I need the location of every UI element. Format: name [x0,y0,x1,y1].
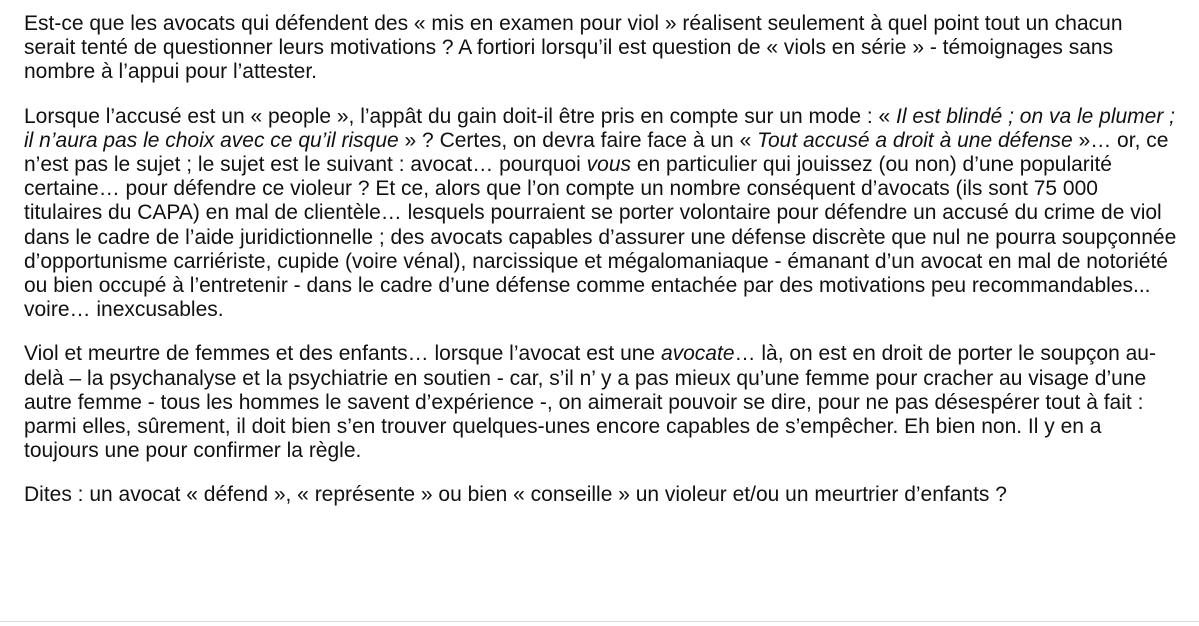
paragraph-4-text: Dites : un avocat « défend », « représente » ou bien « conseille » un violeur et/ou un meurtrier d’enfants ? [24,483,1007,507]
paragraph-3-italic-1: avocate [660,342,735,366]
paragraph-1 [24,12,1179,85]
paragraph-2-italic-2: Tout accusé a droit à une défense [757,128,1073,152]
paragraph-3-text-2: … là, on est en droit de porter le soupçon au-delà – la psychanalyse et la psychiatrie en soutien - car, s’il n’ y a pas mieux qu’une femme pour cracher au visage d’une autre femme - tous les hommes le savent d’expérience -, on aimerait pouvoir se dire, pour ne pas désespérer tout à fait : parmi elles, sûrement, il doit bien s’en trouver quelques-unes encore capables de s’empêcher. Eh bien non. Il y en a toujours une pour confirmer la règle. [24,342,1156,463]
paragraph-4 [24,483,1179,507]
paragraph-2-text-4: en particulier qui jouissez (ou non) d’une popularité certaine… pour défendre ce violeur ? Et ce, alors que l’on compte un nombre conséquent d’avocats (ils sont 75 000 titulaires du CAPA) en mal de clientèle… lesquels pourraient se porter volontaire pour défendre un accusé du crime de viol dans le cadre de l’aide juridictionnelle ; des avocats capables d’assurer une défense discrète que nul ne pourra soupçonnée d’opportunisme carriériste, cupide (voire vénal), narcissique et mégalomaniaque - émanant d’un avocat en mal de notoriété ou bien occupé à l’entretenir - dans le cadre d’une défense comme entachée par des motivations peu recommandables... voire… inexcusables. [24,153,1177,322]
paragraph-2-text-1: Lorsque l’accusé est un « people », l’appât du gain doit-il être pris en compte sur un mode : « [24,104,897,128]
paragraph-1-text: Est-ce que les avocats qui défendent des « mis en examen pour viol » réalisent seulement à quel point tout un chacun serait tenté de questionner leurs motivations ? A fortiori lorsqu’il est question de « viols en série » - témoignages sans nombre à l’appui pour l’attester. [24,12,1123,84]
paragraph-2-text-3: »… or, ce n’est pas le sujet ; le sujet est le suivant : avocat… pourquoi [24,128,1169,177]
paragraph-2 [24,105,1179,323]
paragraph-2-italic-1: Il est blindé ; on va le plumer ; il n’aura pas le choix avec ce qu’il risque [24,104,1176,152]
paragraph-3-text-1: Viol et meurtre de femmes et des enfants… lorsque l’avocat est une [24,342,661,366]
paragraph-2-text-2: » ? Certes, on devra faire face à un « [398,128,758,152]
paragraph-3 [24,342,1179,463]
paragraph-2-italic-3: vous [586,153,632,177]
bottom-divider [0,621,1199,622]
